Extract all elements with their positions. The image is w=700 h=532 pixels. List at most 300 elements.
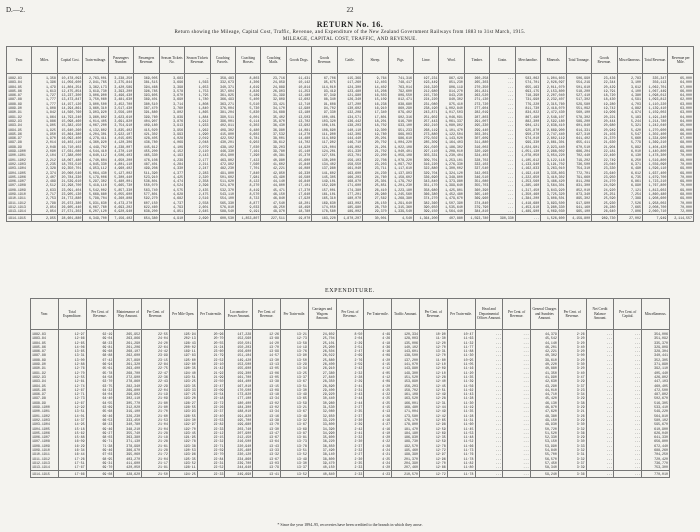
value-cell: 64·58 [86, 375, 114, 379]
value-cell: 337,540 [464, 166, 489, 170]
value-cell: 191,820 [225, 414, 253, 418]
value-cell: 392,110 [642, 366, 670, 370]
value-cell: 23,330 [592, 166, 617, 170]
value-cell: 11,431 [286, 74, 311, 81]
value-cell: ... [614, 431, 642, 435]
value-cell: 18,201 [363, 119, 388, 123]
value-cell: 11·39 [447, 379, 475, 383]
value-cell: 19,070 [286, 214, 311, 221]
value-cell: 873,340 [566, 192, 591, 196]
value-cell: 3,893,500 [541, 201, 566, 205]
value-cell: 289,800 [114, 388, 142, 392]
value-cell: 1,105,612 [515, 158, 540, 162]
value-cell: 17·66 [58, 470, 86, 477]
value-cell: 3·32 [558, 457, 586, 461]
value-cell: 194·30 [169, 418, 197, 422]
value-cell: 6,490 [617, 166, 642, 170]
value-cell: 25,101 [308, 341, 336, 345]
value-cell: 6,861 [617, 179, 642, 183]
value-cell: 20·70 [197, 336, 225, 340]
value-cell: 13,180 [286, 110, 311, 114]
year-cell: 1891-92 [31, 371, 59, 375]
value-cell: 916,780 [388, 119, 413, 123]
value-cell: 9,033 [235, 205, 260, 209]
value-cell: 1,253,101 [439, 158, 464, 162]
value-cell: 30,001 [363, 214, 388, 221]
value-cell: ... [586, 427, 614, 431]
value-cell: 192·78 [169, 439, 197, 443]
value-cell: ... [503, 358, 531, 362]
value-cell: 3,623,610 [108, 115, 133, 119]
value-cell: 127,200 [337, 102, 362, 106]
value-cell: 207,460 [392, 465, 420, 470]
column-header: Goods Revenue. [312, 47, 337, 74]
value-cell: 4·23 [364, 470, 392, 477]
value-cell: 16,330 [286, 171, 311, 175]
value-cell: 18,720 [592, 93, 617, 97]
value-cell: 16,503 [363, 93, 388, 97]
value-cell: 363,271 [210, 102, 235, 106]
column-header: Minerals. [541, 47, 566, 74]
value-cell: ... [503, 457, 531, 461]
value-cell: 1,795 [185, 93, 210, 97]
value-cell: 15,208 [363, 89, 388, 93]
value-cell: 10·90 [419, 330, 447, 337]
value-cell: 27,840 [308, 375, 336, 379]
value-cell: 177,201 [337, 192, 362, 196]
value-cell: 378,990 [114, 444, 142, 448]
value-cell: 3·37 [558, 384, 586, 388]
year-cell: 1904-1905 [31, 427, 59, 431]
value-cell: 38,001 [261, 136, 286, 140]
value-cell: 19,300 [363, 128, 388, 132]
value-cell: 1,780 [185, 97, 210, 101]
value-cell: 13·78 [281, 444, 309, 448]
value-cell: 3,690 [159, 97, 184, 101]
value-cell: 4·05 [364, 371, 392, 375]
column-header: Revenue per Mile. [668, 47, 694, 74]
value-cell: 46,150 [261, 192, 286, 196]
value-cell: 12·61 [58, 379, 86, 383]
value-cell: 137,980 [312, 166, 337, 170]
value-cell: 13·30 [281, 388, 309, 392]
value-cell: ... [475, 358, 503, 362]
value-cell: 1,024,901 [515, 145, 540, 149]
value-cell: 159,300 [225, 371, 253, 375]
value-cell: 69·08 [86, 470, 114, 477]
value-cell: 68·23 [86, 341, 114, 345]
section-title-revenue: MILEAGE, CAPITAL COST, TRAFFIC, AND REVENUE. [282, 37, 418, 42]
value-cell: 18,780 [286, 209, 311, 214]
value-cell: 63,000 [668, 106, 694, 110]
value-cell: 6,990 [617, 183, 642, 187]
value-cell: 63·69 [86, 405, 114, 409]
value-cell: 654,380 [134, 214, 159, 221]
value-cell: 22·33 [197, 470, 225, 477]
value-cell: 4·13 [364, 409, 392, 413]
value-cell: 3·33 [558, 444, 586, 448]
value-cell: 13·34 [253, 396, 281, 400]
value-cell: ... [503, 362, 531, 366]
value-cell: 15,600 [286, 158, 311, 162]
value-cell: 4·09 [364, 379, 392, 383]
value-cell: 23,950 [592, 175, 617, 179]
value-cell: 641,330 [642, 435, 670, 439]
value-cell: 12·96 [419, 457, 447, 461]
value-cell: 13·33 [253, 448, 281, 452]
value-cell: 100,401 [312, 115, 337, 119]
value-cell: 34,688 [261, 110, 286, 114]
value-cell: 351,170 [414, 183, 439, 187]
value-cell: 917,900 [566, 201, 591, 205]
value-cell: 24,602 [308, 330, 336, 337]
value-cell: 277,604 [464, 106, 489, 110]
value-cell: 1,479,670 [439, 196, 464, 200]
value-cell: 812,471 [388, 97, 413, 101]
value-cell: 24,920 [592, 188, 617, 192]
total-row [7, 214, 694, 221]
value-cell: 1,022,108 [388, 145, 413, 149]
value-cell: 311,880 [464, 140, 489, 144]
value-cell: ... [614, 409, 642, 413]
value-cell: 169,630 [312, 201, 337, 205]
value-cell: 720,420 [642, 457, 670, 461]
value-cell: 243,871 [414, 110, 439, 114]
value-cell: ... [614, 375, 642, 379]
value-cell: 40,880 [531, 366, 559, 370]
value-cell: 4,193 [159, 153, 184, 157]
value-cell: 25,900 [308, 345, 336, 349]
value-cell: 12·72 [419, 470, 447, 477]
value-cell: ... [586, 448, 614, 452]
value-cell: ... [490, 179, 515, 183]
column-header: Total Revenue. [642, 47, 667, 74]
value-cell: 4·25 [364, 388, 392, 392]
value-cell: 1,179,702 [388, 179, 413, 183]
value-cell: 163,600 [337, 171, 362, 175]
value-cell: 22·40 [197, 414, 225, 418]
value-cell: ... [490, 74, 515, 81]
value-cell: 600,530 [210, 214, 235, 221]
column-header: Total Expenditure. [58, 299, 86, 330]
value-cell: 26,400 [308, 362, 336, 366]
value-cell: 186,930 [392, 435, 420, 439]
column-header: Miscellaneous. [642, 299, 670, 330]
value-cell: 376,004 [210, 106, 235, 110]
value-cell: 24,889 [261, 85, 286, 89]
value-cell: 4·24 [364, 461, 392, 465]
value-cell: 167,010 [225, 384, 253, 388]
value-cell: 2,435 [185, 188, 210, 192]
value-cell: 4,737 [159, 201, 184, 205]
value-cell: 2,472,430 [541, 110, 566, 114]
value-cell: 157,001 [312, 188, 337, 192]
value-cell: 38,800 [308, 457, 336, 461]
value-cell: 4,910 [159, 214, 184, 221]
value-cell: 24·42 [142, 349, 170, 353]
column-header: Per Cent. of Revenue. [336, 299, 364, 330]
value-cell: 4,449,702 [83, 145, 108, 149]
value-cell: 13·43 [253, 444, 281, 448]
value-cell: 672,440 [642, 444, 670, 448]
column-header: Capital Cost. [57, 47, 82, 74]
value-cell: 610,900 [642, 427, 670, 431]
year-cell: 1883-84 [7, 80, 32, 84]
value-cell: 40,980 [261, 158, 286, 162]
value-cell: 1,396 [32, 80, 57, 84]
value-cell: ... [586, 414, 614, 418]
value-cell: 3,876 [159, 119, 184, 123]
value-cell: 22,344 [592, 80, 617, 84]
value-cell: ... [586, 461, 614, 465]
section-title-expenditure: EXPENDITURE. [324, 288, 376, 294]
value-cell: 134,571 [337, 115, 362, 119]
value-cell: 8,270 [235, 183, 260, 187]
value-cell: 13·70 [253, 422, 281, 426]
value-cell: 329,704 [414, 171, 439, 175]
value-cell: 4·20 [364, 435, 392, 439]
value-cell: 3,362,173 [83, 85, 108, 89]
value-cell: 1,201,230 [388, 183, 413, 187]
value-cell: 13·32 [253, 452, 281, 456]
value-cell: 4,152 [159, 149, 184, 153]
value-cell: 12,403 [363, 80, 388, 84]
value-cell: 193·20 [169, 396, 197, 400]
value-cell: 2,854 [32, 205, 57, 209]
value-cell: 35,402 [261, 115, 286, 119]
value-cell: 487,802 [642, 392, 670, 396]
value-cell: 18,067,480 [57, 158, 82, 162]
value-cell: 2·29 [336, 341, 364, 345]
value-cell: 39,470 [308, 461, 336, 465]
value-cell: 21·09 [142, 396, 170, 400]
value-cell: 24,270 [592, 179, 617, 183]
value-cell: 45,471 [261, 188, 286, 192]
column-header: Per Train-mile. [281, 299, 309, 330]
value-cell: 24,590 [592, 183, 617, 187]
value-cell: 1,453,910 [515, 205, 540, 209]
value-cell: 354,006 [642, 330, 670, 337]
value-cell: 11·28 [447, 414, 475, 418]
value-cell: 2,211 [185, 162, 210, 166]
value-cell: 638,200 [134, 209, 159, 214]
year-cell: 1906-1907 [31, 435, 59, 439]
value-cell: 22,200 [363, 153, 388, 157]
value-cell: 704,250 [642, 452, 670, 456]
value-cell: 333,450 [114, 418, 142, 422]
value-cell: 13·18 [253, 392, 281, 396]
value-cell: 12·98 [419, 422, 447, 426]
value-cell: 13·65 [281, 396, 309, 400]
value-cell: 1,350,460 [515, 192, 540, 196]
value-cell: 13·76 [281, 349, 309, 353]
year-cell: 1889-90 [7, 106, 32, 110]
value-cell: ... [475, 388, 503, 392]
value-cell: 257,443 [414, 119, 439, 123]
column-header: Head and Departmental Offices Amount. [475, 299, 503, 330]
value-cell: 641,402 [566, 136, 591, 140]
value-cell: 251,602 [414, 115, 439, 119]
value-cell: 3,191,702 [541, 162, 566, 166]
value-cell: 69·27 [86, 431, 114, 435]
value-cell: 305,770 [114, 401, 142, 405]
value-cell: 103,320 [312, 119, 337, 123]
value-cell: 5,857,330 [108, 188, 133, 192]
value-cell: ... [490, 201, 515, 205]
value-cell: 6,693,202 [108, 205, 133, 209]
year-cell: 1909-1910 [31, 448, 59, 452]
value-cell: 44,800 [261, 183, 286, 187]
value-cell: 2,418,070 [541, 106, 566, 110]
value-cell: 2·32 [336, 435, 364, 439]
value-cell: 15·62 [58, 431, 86, 435]
year-cell: 1885-86 [31, 345, 59, 349]
value-cell: 395,060 [114, 452, 142, 456]
value-cell: 20,702 [363, 140, 388, 144]
value-cell: 4·22 [364, 392, 392, 396]
value-cell: 580,102 [642, 418, 670, 422]
table-row [7, 74, 694, 81]
value-cell: 1,908,600 [642, 196, 667, 200]
value-cell: 7,161 [235, 149, 260, 153]
year-cell: 1886-87 [31, 349, 59, 353]
value-cell: 21,702 [363, 149, 388, 153]
value-cell: 66,000 [668, 89, 694, 93]
value-cell: 4·20 [364, 384, 392, 388]
value-cell: 13·73 [281, 439, 309, 443]
value-cell: 136,442 [337, 119, 362, 123]
value-cell: ... [475, 401, 503, 405]
value-cell: 6,001 [235, 115, 260, 119]
value-cell: 130,602 [337, 106, 362, 110]
column-header: Per Cent. of Revenue. [419, 299, 447, 330]
value-cell: 3·40 [558, 371, 586, 375]
value-cell: 21·99 [197, 375, 225, 379]
value-cell: 33,220 [308, 418, 336, 422]
value-cell: 2·69 [336, 353, 364, 357]
value-cell: 11·77 [447, 345, 475, 349]
value-cell: 13·09 [253, 388, 281, 392]
value-cell: 421,302 [134, 132, 159, 136]
value-cell: 686,204 [566, 149, 591, 153]
value-cell: 363,380 [114, 435, 142, 439]
value-cell: 2·33 [336, 465, 364, 470]
footnote: * Since the year 1894–95, recoveries have been credited to the branch in which they arose. [277, 522, 423, 527]
value-cell: 50,720 [531, 427, 559, 431]
value-cell: 1,364,200 [414, 214, 439, 221]
value-cell: 42,221 [531, 349, 559, 353]
value-cell: 517,302 [566, 97, 591, 101]
value-cell: ... [614, 341, 642, 345]
value-cell: ... [503, 435, 531, 439]
year-cell: 1906-1907 [7, 179, 32, 183]
value-cell: 198·43 [169, 341, 197, 345]
value-cell: ... [475, 371, 503, 375]
value-cell: 204,390 [392, 461, 420, 465]
value-cell: 506,990 [566, 74, 591, 81]
value-cell: 3,670 [159, 93, 184, 97]
value-cell: 7,156,402 [108, 214, 133, 221]
value-cell: 12·65 [419, 418, 447, 422]
value-cell: 1,753 [185, 89, 210, 93]
value-cell: 396,001 [210, 119, 235, 123]
value-cell: ... [475, 396, 503, 400]
value-cell: ... [475, 362, 503, 366]
value-cell: 12·71 [58, 392, 86, 396]
value-cell: 409,302 [210, 128, 235, 132]
value-cell: 656,800 [642, 439, 670, 443]
value-cell: 185,980 [337, 205, 362, 209]
value-cell: 26,605,440 [57, 205, 82, 209]
value-cell: 28,150 [363, 201, 388, 205]
value-cell: 4·27 [364, 422, 392, 426]
value-cell: 153,500 [225, 362, 253, 366]
year-cell: 1902-1903 [31, 418, 59, 422]
value-cell: 358,483 [210, 74, 235, 81]
value-cell: 12·67 [58, 401, 86, 405]
value-cell: 43,290 [531, 384, 559, 388]
value-cell: 20,429 [592, 85, 617, 89]
value-cell: 13·51 [58, 409, 86, 413]
value-cell: 4,238,007 [108, 145, 133, 149]
value-cell: 38,140 [308, 452, 336, 456]
value-cell: 37,532 [261, 132, 286, 136]
value-cell: 335,370 [642, 341, 670, 345]
value-cell: 22·52 [197, 358, 225, 362]
value-cell: 22·55 [142, 330, 170, 337]
value-cell: 588,540 [210, 209, 235, 214]
value-cell: 4·26 [364, 414, 392, 418]
value-cell: 14,920 [286, 145, 311, 149]
value-cell: 195·94 [169, 330, 197, 337]
value-cell: 763,014 [388, 85, 413, 89]
value-cell: ... [490, 97, 515, 101]
value-cell: 149,101 [312, 179, 337, 183]
value-cell: ... [614, 362, 642, 366]
year-cell: 1897-98 [31, 396, 59, 400]
value-cell: 21·50 [142, 470, 170, 477]
value-cell: 626,040 [642, 431, 670, 435]
value-cell: 65·61 [86, 366, 114, 370]
value-cell: 1,230,404 [439, 153, 464, 157]
value-cell: 5,798,704 [83, 196, 108, 200]
value-cell: 158,702 [392, 388, 420, 392]
value-cell: 180,070 [337, 196, 362, 200]
value-cell: 8,877 [235, 201, 260, 205]
value-cell: 7,030 [235, 145, 260, 149]
value-cell: 26,903 [261, 89, 286, 93]
value-cell: 88,340 [312, 97, 337, 101]
value-cell: 4,703 [617, 102, 642, 106]
value-cell: 1,840 [185, 106, 210, 110]
value-cell: 198·55 [169, 414, 197, 418]
value-cell: 356,113 [642, 80, 667, 84]
value-cell: 263,520 [464, 93, 489, 97]
value-cell: 1,373,980 [439, 179, 464, 183]
value-cell: 17·67 [58, 465, 86, 470]
value-cell: ... [503, 409, 531, 413]
value-cell: 69,000 [668, 149, 694, 153]
value-cell: 2·39 [336, 422, 364, 426]
value-cell: ... [490, 149, 515, 153]
value-cell: 40,150 [308, 465, 336, 470]
value-cell: 69,000 [668, 166, 694, 170]
value-cell: 12·70 [419, 345, 447, 349]
value-cell: 1,159,002 [642, 110, 667, 114]
value-cell: 7,422 [235, 158, 260, 162]
value-cell: 25,930 [592, 201, 617, 205]
value-cell: 1,478,300 [642, 153, 667, 157]
